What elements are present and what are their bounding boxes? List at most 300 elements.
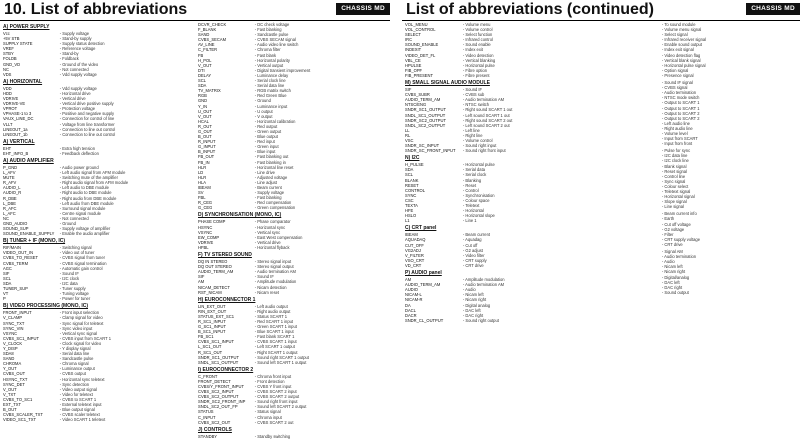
abbrev-term: V_OUT	[198, 113, 212, 119]
abbrev-term: HPULSE	[405, 62, 422, 68]
abbrev-term: IRC	[405, 37, 413, 43]
abbrev-description: - Cut off	[463, 243, 598, 248]
abbrev-term: SNDR_SC2_OUTPUT	[405, 117, 446, 123]
section-title: M) SMALL SIGNAL AUDIO MODULE	[405, 80, 490, 87]
abbrev-term: LD	[198, 169, 204, 175]
abbrev-term: CVBS_TO_RESET	[3, 255, 38, 261]
abbrev-description: - Index exit	[463, 47, 598, 52]
abbrev-term: VIDEO_SC1_TXT	[3, 417, 36, 423]
abbrev-term: DTI	[198, 67, 205, 73]
abbrev-description: - Blue input	[255, 149, 387, 154]
abbrev-term: B_OUT	[198, 134, 212, 140]
abbrev-description: - Vdd supply voltage	[60, 86, 192, 91]
abbrev-description: - Switching signal	[60, 245, 192, 250]
abbrev-description: - Chroma input	[255, 415, 387, 420]
abbrev-description: - Tuning voltage	[60, 291, 192, 296]
abbrev-description: - CRT supply	[463, 258, 598, 263]
abbrev-description: - Chroma signal	[60, 361, 192, 366]
abbrev-term: AUDIO	[405, 287, 418, 293]
abbrev-term: FIB_OPF	[405, 67, 423, 73]
abbrev-description: - Fast blanking out	[255, 154, 387, 159]
abbrev-term: LL	[405, 127, 410, 133]
abbrev-description: - Surround signal module	[60, 206, 192, 211]
abbrev-description: - Feedback deflection	[60, 151, 192, 156]
abbrev-term: VT	[3, 291, 9, 297]
abbrev-row	[198, 360, 387, 365]
abbrev-description: - Right audio line	[662, 126, 797, 131]
abbrev-term: AUDIO_TERM_AM	[405, 282, 441, 288]
abbrev-section	[3, 303, 192, 422]
section-title: B) VIDEO PROCESSING (MONO, IC)	[3, 303, 89, 310]
abbrev-description: - Vertical output	[255, 63, 387, 68]
abbrev-term: CVBS_OUT	[3, 371, 26, 377]
abbrev-term: CVBS_SC1_INPUT	[3, 335, 39, 341]
abbrev-description: - Voltage from line transformer	[60, 122, 192, 127]
abbrev-description: - Connection for control of line	[60, 116, 192, 121]
abbrev-description: - Automatic gain control	[60, 266, 192, 271]
abbrev-description: - Reset	[463, 183, 598, 188]
abbrev-description: - Vertical sync signal	[60, 331, 192, 336]
abbrev-term: SNDL_SC2_OUT_FP	[198, 404, 238, 410]
abbrev-description: - East West compensation	[255, 235, 387, 240]
abbrev-term: V_CLAMP	[3, 315, 23, 321]
abbrev-description: - Stereo signal input	[255, 259, 387, 264]
abbrev-term	[604, 290, 662, 295]
left-column-1	[0, 22, 195, 423]
abbrev-description: - Right audio from DBE module	[60, 196, 192, 201]
abbrev-description: - Filter	[662, 232, 797, 237]
abbrev-description: - I2C clock	[60, 276, 192, 281]
right-column-1	[402, 22, 601, 412]
abbrev-term: R_OUT	[198, 123, 212, 129]
abbrev-description: - Nicam left	[662, 264, 797, 269]
abbrev-row	[405, 73, 598, 78]
abbrev-description: - Red input	[255, 139, 387, 144]
abbrev-term: CVBS_SCALER_TXT	[3, 412, 43, 418]
abbrev-row	[198, 290, 387, 295]
section-title: A) AUDIO AMPLIFIER	[3, 157, 54, 164]
abbrev-term: G_OUT	[198, 128, 213, 134]
abbrev-description: - Clock signal for video	[60, 341, 192, 346]
abbrev-description: - Red compensation	[255, 200, 387, 205]
abbrev-description: - Presence signal	[662, 73, 797, 78]
abbrev-description: - Phase comparator	[255, 219, 387, 224]
abbrev-term: CONTROL	[405, 187, 426, 193]
abbrev-term: LIN_EXT_OUT	[198, 303, 226, 309]
abbrev-row	[3, 151, 192, 156]
abbrev-description: - Sound IF signal	[662, 80, 797, 85]
abbrev-description: - Left audio to DBE module	[60, 185, 192, 190]
abbrev-term: DACL	[405, 307, 416, 313]
abbrev-term: L_AFV	[3, 170, 16, 176]
abbrev-description: - Front detection	[255, 379, 387, 384]
abbrev-description: - Fibre present	[463, 73, 598, 78]
abbrev-term	[604, 242, 662, 247]
abbrev-description: - Supply status detection	[60, 41, 192, 46]
abbrev-description: - DAC right	[662, 285, 797, 290]
abbrev-description: - Vdd supply voltage	[60, 72, 192, 77]
abbrev-description: - Serial clock	[463, 172, 598, 177]
section-title: B) TUNER + IF (MONO, IC)	[3, 238, 66, 245]
abbrev-section	[198, 427, 387, 439]
abbrev-term: CVBS_SC1_INPUT	[198, 339, 234, 345]
abbrev-term: R_AFC	[3, 205, 17, 211]
abbrev-description: - Output to SCART 2	[662, 111, 797, 116]
abbrev-term	[604, 141, 662, 146]
abbrev-description: - Serial data line	[60, 351, 192, 356]
abbrev-term: SNDL_SC1_OUTPUT	[405, 112, 446, 118]
abbrev-description: - DC check voltage	[255, 22, 387, 27]
abbrev-term: DQ OUT STEREO	[198, 264, 232, 270]
abbrev-description: - CVBS scaler teletext	[60, 412, 192, 417]
abbrev-description: - Enable the audio amplifier	[60, 231, 192, 236]
abbrev-description: - DAC left	[463, 308, 598, 313]
abbrev-description: - Right audio signal from AFM module	[60, 180, 192, 185]
abbrev-description: - CVBS sub	[463, 92, 598, 97]
abbrev-description: - Horizontal pulse	[463, 63, 598, 68]
abbrev-term: SDA8	[3, 351, 14, 357]
abbrev-description: - Teletext signal	[662, 189, 797, 194]
abbrev-description: - CRT drive	[463, 263, 598, 268]
abbrev-term: SIF	[405, 87, 412, 93]
abbrev-description: - Video detection	[463, 53, 598, 58]
abbrev-description: - Left audio line	[662, 121, 797, 126]
abbrev-term: AGC	[3, 265, 12, 271]
abbrev-term: VSC	[405, 137, 414, 143]
abbrev-description: - Horizontal polarity	[255, 58, 387, 63]
abbrev-description: - V output	[255, 114, 387, 119]
section-title: P) AUDIO panel	[405, 270, 442, 277]
abbrev-description: - Sound output	[662, 290, 797, 295]
abbrev-description: - Audio termination AM	[463, 282, 598, 287]
abbrev-description: - Right line	[463, 133, 598, 138]
abbrev-term: NC	[3, 215, 9, 221]
section-title: A) VERTICAL	[3, 138, 35, 145]
abbrev-description: - Digital analog	[463, 303, 598, 308]
abbrev-term: SCL	[3, 275, 11, 281]
abbrev-description: - I2C clock line	[662, 158, 797, 163]
abbrev-term: C_FILTER	[198, 47, 218, 53]
abbrev-term: SELECT	[405, 32, 421, 38]
abbrev-description: - Sandcastle pulse	[60, 356, 192, 361]
abbrev-term: NTSC/ENG	[405, 102, 427, 108]
abbrev-description: - Video detection flag	[662, 53, 797, 58]
abbrev-section	[3, 158, 192, 236]
abbrev-description: - Infrared receiver signal	[662, 37, 797, 42]
abbrev-term: VOL_MENU	[405, 22, 428, 27]
abbrev-row	[405, 318, 598, 323]
left-columns	[0, 22, 390, 439]
abbrev-description: - Y display signal	[60, 346, 192, 351]
abbrev-description: - Enable sound output	[662, 42, 797, 47]
abbrev-description: - Digital/analog	[662, 275, 797, 280]
abbrev-description: - NTSC mode switch	[662, 95, 797, 100]
abbrev-description: - Horizontal sync teletext	[60, 377, 192, 382]
abbrev-term: FBL	[198, 195, 206, 201]
abbrev-description: - Volume menu signal	[662, 27, 797, 32]
abbrev-term: DACR	[405, 312, 417, 318]
abbrev-description: - Amplitude modulation	[255, 279, 387, 284]
abbrev-description: - I2C data	[60, 281, 192, 286]
abbrev-description: - Left SCART 1 output	[255, 344, 387, 349]
abbrev-description: - Supply voltage	[60, 31, 192, 36]
abbrev-description: - CVBS input from SCART 1	[60, 336, 192, 341]
abbrev-description: - Fast blanking	[255, 195, 387, 200]
abbrev-term: R_AFV	[3, 180, 17, 186]
abbrev-description: - Index exit signal	[662, 47, 797, 52]
abbrev-term: V_OUT	[3, 386, 17, 392]
abbrev-description: - Front input selection	[60, 310, 192, 315]
abbrev-description: - Input from SCART	[662, 136, 797, 141]
abbrev-term: P_GND	[3, 164, 18, 170]
abbrev-description: - Stand-by	[60, 51, 192, 56]
abbrev-term: VLLT	[3, 121, 13, 127]
abbrev-description: - Connection to line out control	[60, 127, 192, 132]
abbrev-term: SNDR_SC_FRONT_INPUT	[405, 148, 456, 154]
abbrev-description: - Vertical sync	[255, 230, 387, 235]
abbrev-term: RIN_EXT_OUT	[198, 308, 227, 314]
abbrev-description: - Vertical drive positive supply	[60, 101, 192, 106]
abbrev-section	[405, 80, 598, 153]
abbrev-description: - Power for tuner	[60, 296, 192, 301]
abbrev-term: STBY	[3, 51, 14, 57]
abbrev-term: STATUS	[198, 409, 214, 415]
abbrev-description: - Left audio output	[255, 304, 387, 309]
abbrev-description: - Blanking	[463, 178, 598, 183]
abbrev-description: - CVBS SECAM signal	[255, 37, 387, 42]
abbrev-row	[198, 205, 387, 210]
abbrev-description: - CVBS SCART 2 out	[255, 420, 387, 425]
abbrev-description: - CVBS signal termination	[60, 261, 192, 266]
abbrev-term: NC	[3, 66, 9, 72]
abbrev-description: - Blue SCART 1 input	[255, 329, 387, 334]
abbrev-section	[3, 139, 192, 156]
abbrev-term: SDA	[198, 83, 207, 89]
abbrev-term: VIDEO_DET_FL	[405, 52, 436, 58]
abbrev-term: DELAY	[198, 72, 212, 78]
abbrev-term: FOLDB	[3, 56, 17, 62]
abbrev-term: FB	[198, 52, 204, 58]
abbrev-description: - Select function	[463, 32, 598, 37]
abbrev-description: - Serial clock line	[255, 78, 387, 83]
abbrev-description: - Red Green Blue	[255, 93, 387, 98]
abbrev-description: - Volume level	[662, 131, 797, 136]
section-title: N) I2C	[405, 155, 420, 162]
abbrev-description: - Green input	[255, 144, 387, 149]
abbrev-term: AV_LINE	[198, 42, 215, 48]
abbrev-description: - Audio termination	[662, 254, 797, 259]
abbrev-term: EHT	[3, 145, 12, 151]
abbrev-term: TUNER_SUP	[3, 286, 28, 292]
abbrev-term: SYNC_VIN	[3, 325, 24, 331]
abbrev-term: VDRIVE	[3, 96, 19, 102]
abbrev-term: CVBS_SC2_OUTPUT	[198, 394, 239, 400]
abbrev-description: - Horizontal drive	[60, 91, 192, 96]
abbrev-description: - Sound right SCART 1 output	[255, 355, 387, 360]
abbrev-term: +5V STB	[3, 36, 20, 42]
abbrev-term: SCL	[405, 172, 413, 178]
abbrev-description: - External teletext input	[60, 402, 192, 407]
abbrev-section	[604, 148, 797, 209]
abbrev-term: VDRIVE	[198, 239, 214, 245]
abbrev-description: - Signal AM	[662, 249, 797, 254]
abbrev-description: - Sound IF	[255, 274, 387, 279]
abbrev-section	[604, 249, 797, 295]
abbrev-description: - Video SCART 1 teletext	[60, 417, 192, 422]
abbrev-description: - Select signal	[662, 32, 797, 37]
abbrev-description: - Volume control	[463, 138, 598, 143]
abbrev-description: - Volume control	[463, 27, 598, 32]
abbrev-description: - Video for teletext	[60, 392, 192, 397]
abbrev-description: - Horizontal line reset	[255, 165, 387, 170]
abbrev-row	[198, 245, 387, 250]
abbrev-term: L_SC1_OUT	[198, 344, 222, 350]
abbrev-term: GND_AUDIO	[3, 221, 28, 226]
abbrev-description: - Sound left SCART 1 output	[255, 360, 387, 365]
abbrev-description: - Beam current	[463, 232, 598, 237]
right-column-2	[601, 22, 800, 412]
abbrev-term: VD_CRT	[405, 262, 422, 268]
abbrev-description: - Blue output	[255, 134, 387, 139]
abbrev-term: DQ IN STEREO	[198, 259, 228, 265]
abbrev-term: H_PULSE	[405, 162, 424, 168]
abbrev-description: - Sound right input	[463, 143, 598, 148]
abbrev-description: - Fast blanking	[255, 27, 387, 32]
abbrev-section	[198, 297, 387, 365]
abbrev-term: C_INPUT	[198, 414, 216, 420]
abbrev-term: VREF	[3, 46, 14, 52]
abbrev-term: HFE	[405, 208, 414, 214]
abbrev-term: F_BLANK	[198, 27, 217, 33]
abbrev-description: - Colour select	[662, 184, 797, 189]
abbrev-description: - Output to SCART 1	[662, 100, 797, 105]
right-page	[402, 0, 800, 412]
abbrev-term: HSYNC	[198, 224, 213, 230]
abbrev-term	[604, 73, 662, 78]
abbrev-term: DA	[405, 302, 411, 308]
section-title: J) CONTROLS	[198, 426, 232, 433]
abbrev-description: - Horizontal slope	[463, 213, 598, 218]
abbrev-section	[405, 270, 598, 323]
abbrev-description: - Left sound SCART 2 out	[463, 123, 598, 128]
abbrev-description: - RGB matrix switch	[255, 88, 387, 93]
abbrev-description: - Stand-by supply	[60, 36, 192, 41]
abbrev-description: - Status signal	[255, 409, 387, 414]
abbrev-description: - Sandcastle pulse	[255, 32, 387, 37]
abbrev-term: V_OUT	[198, 62, 212, 68]
abbrev-term: AQUADAQ	[405, 237, 426, 243]
abbrev-description: - Audio termination	[662, 90, 797, 95]
abbrev-description: - Protection voltage	[60, 106, 192, 111]
abbrev-term: NICAM_DETECT	[198, 284, 230, 290]
abbrev-term: GND	[198, 98, 208, 104]
abbrev-description: - Fast blank	[255, 53, 387, 58]
abbrev-term: B_OUT	[3, 407, 17, 413]
abbrev-term: LINEOUT_1a	[3, 126, 28, 132]
abbrev-description: - Sync detection	[60, 382, 192, 387]
abbrev-description: - Horizontal pulse signal	[662, 63, 797, 68]
abbrev-term: VIDEO_OUT_IN	[3, 250, 34, 256]
abbrev-term: CSC	[405, 197, 414, 203]
abbrev-description: - Blue output signal	[60, 407, 192, 412]
abbrev-description: - I2C data line	[662, 153, 797, 158]
abbrev-term: G_INPUT	[198, 144, 216, 150]
abbrev-section	[3, 24, 192, 77]
abbrev-description: - Positive and negative supply	[60, 111, 192, 116]
abbrev-description: - Stereo signal output	[255, 264, 387, 269]
abbrev-description: - Switching mute of the amplifier	[60, 175, 192, 180]
abbrev-description: - CVBS Y front input	[255, 384, 387, 389]
abbrev-description: - CVBS SCART 2 output	[255, 394, 387, 399]
abbrev-row	[604, 141, 797, 146]
abbrev-description: - Horizontal	[463, 208, 598, 213]
abbrev-description: - Aquadag	[463, 237, 598, 242]
abbrev-description: - Video output signal	[60, 387, 192, 392]
abbrev-description: - CVBS signal from tuner	[60, 255, 192, 260]
abbrev-row	[3, 72, 192, 77]
abbrev-term: SAND	[3, 356, 15, 362]
abbrev-description: - Green compensation	[255, 205, 387, 210]
abbrev-term: V_TXT	[3, 391, 16, 397]
abbrev-row	[604, 242, 797, 247]
abbrev-description: - Line signal	[662, 204, 797, 209]
abbrev-term: FB_SC1	[198, 334, 214, 340]
abbrev-term: MUTE	[3, 175, 15, 181]
abbrev-description: - Green SCART 1 input	[255, 324, 387, 329]
abbrev-term: SNDR_CL_OUTPUT	[405, 317, 444, 323]
abbrev-description: - Left audio signal from AFM module	[60, 170, 192, 175]
abbrev-term: HFBL	[198, 244, 209, 250]
abbrev-description: - Sound right output	[463, 318, 598, 323]
abbrev-description: - Volume menu	[463, 22, 598, 27]
abbrev-term: RL	[405, 132, 411, 138]
abbrev-term: SOUND_ENABLE	[405, 42, 439, 48]
abbrev-term: RST_NICAM	[198, 289, 222, 295]
abbrev-term: H_POL	[198, 57, 212, 63]
abbrev-term: SNDR_SC1_OUTPUT	[405, 107, 446, 113]
abbrev-description: - Vertical drive	[60, 96, 192, 101]
abbrev-description: - Left line	[463, 128, 598, 133]
abbrev-description: - CRT supply voltage	[662, 237, 797, 242]
abbrev-description: - DAC right	[463, 313, 598, 318]
abbrev-description: - Luminance output	[60, 366, 192, 371]
abbrev-term: HDD	[3, 90, 12, 96]
abbrev-description: - Vertical drive	[255, 240, 387, 245]
abbrev-row	[198, 420, 387, 425]
abbrev-description: - Digital transient improvement	[255, 68, 387, 73]
abbrev-term: SV	[198, 190, 204, 196]
left-page-title: 10. List of abbreviations	[4, 1, 188, 18]
abbrev-term: VDRIVE-VE	[3, 101, 26, 107]
abbrev-description: - Cut off voltage	[662, 222, 797, 227]
abbrev-term: INDEXIT	[405, 47, 422, 53]
right-columns	[402, 22, 800, 412]
abbrev-description: - Chroma front input	[255, 374, 387, 379]
abbrev-description: - Nicam right	[662, 269, 797, 274]
abbrev-description: - CRT drive	[662, 242, 797, 247]
abbrev-row	[604, 290, 797, 295]
abbrev-description: - DAC left	[662, 280, 797, 285]
abbrev-description: - Pulse for sync	[662, 148, 797, 153]
abbrev-term: SAND	[198, 32, 210, 38]
left-page	[0, 0, 390, 439]
abbrev-description: - Right audio output	[255, 309, 387, 314]
abbrev-term: RGB	[198, 93, 207, 99]
abbrev-term: G_SC1_INPUT	[198, 324, 226, 330]
abbrev-term: VDD	[3, 85, 12, 91]
abbrev-section	[604, 80, 797, 146]
abbrev-description: - CVBS output	[60, 371, 192, 376]
